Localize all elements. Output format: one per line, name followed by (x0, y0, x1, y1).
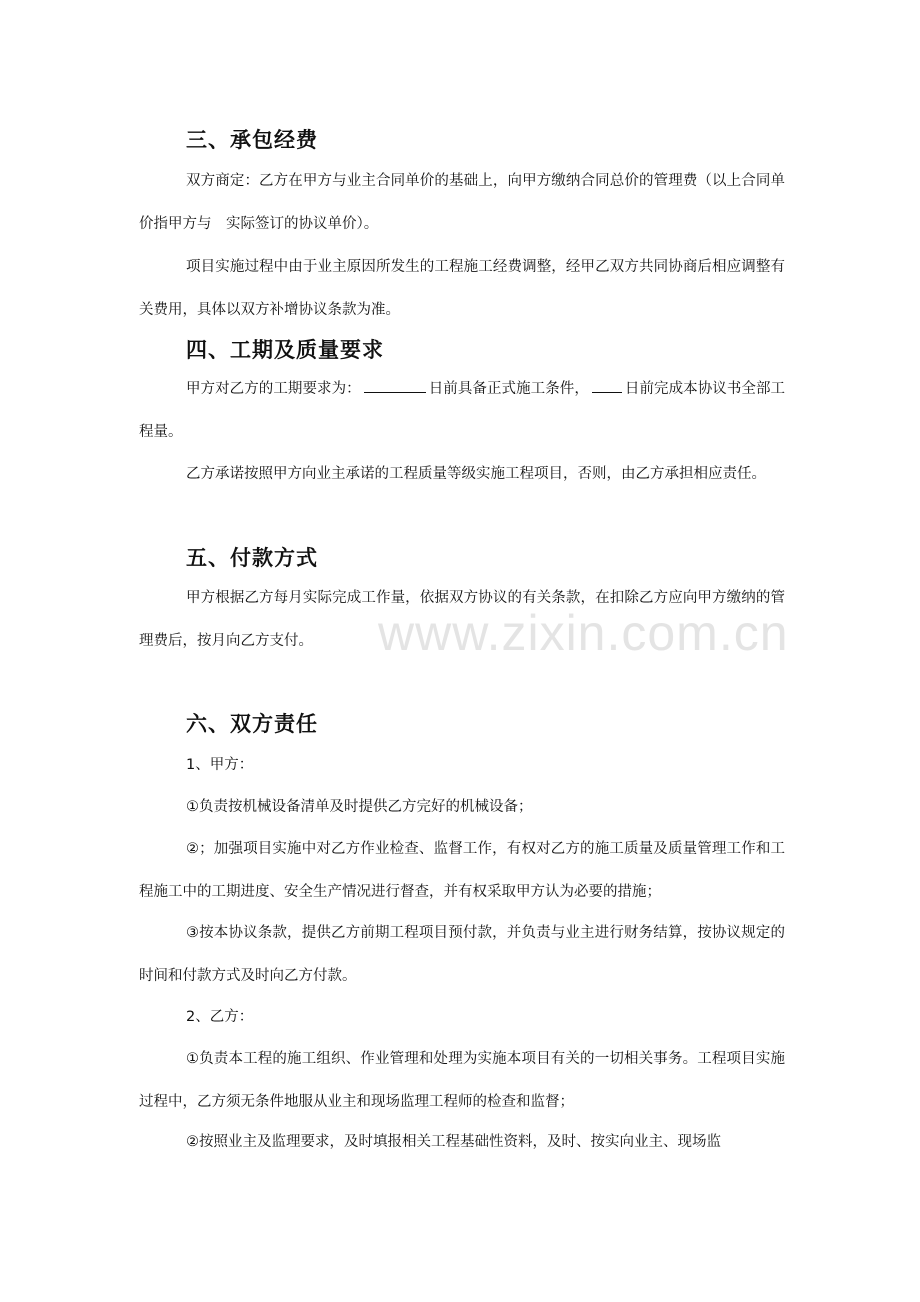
paragraph-fee-adjustment: 项目实施过程中由于业主原因所发生的工程施工经费调整，经甲乙双方共同协商后相应调整有关费用，具体以双方补增协议条款为准。 (139, 259, 785, 318)
schedule-text-b: 日前具备正式施工条件， (428, 381, 589, 397)
paragraph-quality: 乙方承诺按照甲方向业主承诺的工程质量等级实施工程项目，否则，由乙方承担相应责任。 (186, 466, 766, 482)
party-a-heading: 1、甲方： (186, 757, 254, 773)
party-b-item-1: ①负责本工程的施工组织、作业管理和处理为实施本项目有关的一切相关事务。工程项目实施过程中，乙方须无条件地服从业主和现场监理工程师的检查和监督； (139, 1051, 785, 1110)
schedule-text-c: 日前完成本协议书全部工程量。 (139, 381, 786, 440)
party-a-item-1: ①负责按机械设备清单及时提供乙方完好的机械设备； (186, 799, 533, 815)
party-b-item-2: ②按照业主及监理要求，及时填报相关工程基础性资料，及时、按实向业主、现场监 (186, 1134, 721, 1150)
party-b-heading: 2、乙方： (186, 1009, 254, 1025)
paragraph-fee-agreement: 双方商定：乙方在甲方与业主合同单价的基础上，向甲方缴纳合同总价的管理费（以上合同单价指甲方与 实际签订的协议单价）。 (139, 173, 785, 232)
party-a-item-3: ③按本协议条款，提供乙方前期工程项目预付款，并负责与业主进行财务结算，按协议规定的时间和付款方式及时向乙方付款。 (139, 925, 785, 984)
section-title-schedule-quality: 四、工期及质量要求 (186, 338, 384, 362)
section-title-responsibilities: 六、双方责任 (186, 712, 318, 736)
date-blank-start (364, 376, 426, 393)
paragraph-schedule (139, 368, 785, 454)
party-a-item-2: ②；加强项目实施中对乙方作业检查、监督工作，有权对乙方的施工质量及质量管理工作和工程施工中的工期进度、安全生产情况进行督查，并有权采取甲方认为必要的措施； (139, 841, 785, 900)
date-blank-finish (592, 376, 622, 393)
paragraph-payment: 甲方根据乙方每月实际完成工作量，依据双方协议的有关条款，在扣除乙方应向甲方缴纳的管理费后，按月向乙方支付。 (139, 590, 785, 649)
watermark: www.zixin.com.cn (378, 605, 789, 661)
section-title-payment: 五、付款方式 (186, 546, 318, 570)
section-title-fee: 三、承包经费 (186, 128, 318, 152)
schedule-text-a: 甲方对乙方的工期要求为： (186, 381, 361, 397)
